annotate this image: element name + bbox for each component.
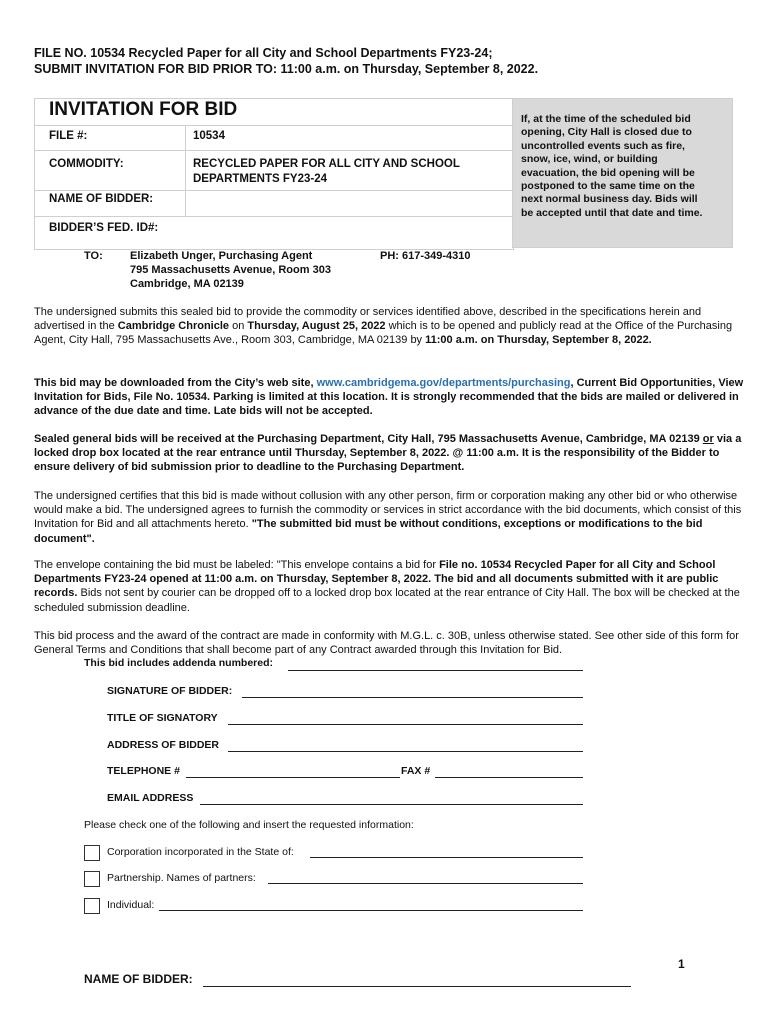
terms-paragraph: This bid process and the award of the contract are made in conformity with M.G.L. c. 30B, unless otherwise stated. See other side of this form for General Terms and Conditions that shall become part of any Contract awarded through this Invitation for Bid. — [34, 630, 739, 657]
envelope-label-paragraph — [34, 558, 744, 615]
header-line-2: SUBMIT INVITATION FOR BID PRIOR TO: 11:00 a.m. on Thursday, September 8, 2022. — [34, 62, 539, 76]
notice-line: evacuation, the bid opening will be — [521, 166, 695, 179]
addenda-input-line[interactable] — [288, 670, 583, 671]
notice-line: next normal business day. Bids will — [521, 193, 698, 206]
download-paragraph — [34, 376, 744, 419]
addenda-label: This bid includes addenda numbered: — [84, 657, 274, 669]
fax-label: FAX # — [401, 765, 431, 777]
text-run: via a locked drop box located at the rear entrance until Thursday, September 8, 2022. @ 11:00 a.m. It is the responsibility of the Bidder to ensure delivery of bid submission prior to deadline to the Purchasing Department. — [34, 433, 742, 474]
partnership-checkbox[interactable] — [84, 871, 100, 887]
notice-line: snow, ice, wind, or building — [521, 153, 658, 166]
text-run: Sealed general bids will be received at the Purchasing Department, City Hall, 795 Massachusetts Avenue, Cambridge, MA 02139 — [34, 433, 703, 445]
individual-input-line[interactable] — [159, 910, 583, 911]
telephone-input-line[interactable] — [186, 777, 400, 778]
invitation-title: INVITATION FOR BID — [49, 99, 238, 120]
recipient-block — [130, 249, 331, 291]
commodity-value-2: DEPARTMENTS FY23-24 — [193, 173, 327, 185]
individual-label: Individual: — [107, 899, 155, 911]
notice-line: be accepted until that date and time. — [521, 206, 703, 219]
row-divider — [35, 190, 513, 191]
bidder-name-label: NAME OF BIDDER: — [49, 193, 154, 205]
column-divider — [185, 125, 186, 216]
partnership-label: Partnership. Names of partners: — [107, 872, 256, 884]
bid-submission-paragraph — [34, 305, 744, 348]
fed-id-label: BIDDER’S FED. ID#: — [49, 222, 159, 234]
header-line-1: FILE NO. 10534 Recycled Paper for all City and School Departments FY23-24; — [34, 46, 493, 60]
signature-input-line[interactable] — [242, 697, 583, 698]
text-run: The undersigned submits this sealed bid to provide the commodity or services identified above, described in the specifications herein and advertised in the — [34, 306, 702, 333]
signature-label: SIGNATURE OF BIDDER: — [107, 685, 233, 697]
recipient-address-1: 795 Massachusetts Avenue, Room 303 — [130, 264, 331, 276]
commodity-value-1: RECYCLED PAPER FOR ALL CITY AND SCHOOL — [193, 158, 460, 170]
notice-line: If, at the time of the scheduled bid — [521, 113, 691, 125]
text-run: which is to be opened and publicly read at the Office of the Purchasing Agent, City Hall, 795 Massachusetts Ave., Room 303, Cambridge, MA 02139 by — [34, 320, 733, 347]
email-label: EMAIL ADDRESS — [107, 792, 194, 804]
recipient-address-2: Cambridge, MA 02139 — [130, 278, 244, 290]
certification-paragraph — [34, 489, 744, 546]
envelope-label-text: File no. 10534 Recycled Paper for all City and School Departments FY23-24 opened at 11:00 a.m. on Thursday, September 8, 2022. The bid and all documents submitted with it are public records. — [34, 559, 719, 600]
title-input-line[interactable] — [228, 724, 583, 725]
recipient-phone: PH: 617-349-4310 — [380, 250, 471, 262]
corporation-label: Corporation incorporated in the State of: — [107, 846, 294, 858]
row-divider — [35, 125, 513, 126]
newspaper-name: Cambridge Chronicle — [117, 320, 230, 333]
partners-input-line[interactable] — [268, 883, 583, 884]
opening-time: 11:00 a.m. on Thursday, September 8, 2022. — [425, 334, 652, 347]
footer-bidder-label: NAME OF BIDDER: — [84, 972, 193, 986]
file-value: 10534 — [193, 130, 225, 142]
row-divider — [35, 216, 513, 217]
address-label: ADDRESS OF BIDDER — [107, 739, 220, 751]
text-run: The envelope containing the bid must be labeled: "This envelope contains a bid for — [34, 559, 440, 571]
commodity-label: COMMODITY: — [49, 158, 124, 170]
notice-line: uncontrolled events such as fire, — [521, 139, 685, 152]
sealed-bids-paragraph — [34, 432, 744, 475]
document-header — [34, 45, 538, 77]
email-input-line[interactable] — [200, 804, 583, 805]
invitation-box — [34, 98, 514, 250]
text-run: on — [229, 320, 248, 333]
closure-notice — [512, 98, 733, 248]
text-run: The undersigned certifies that this bid is made without collusion with any other person, firm or corporation making any other bid or who otherwise would make a bid. The undersigned agrees to furnish the commodity or services in strict accordance with the bid documents, which consist of this Invitation for Bid and all attachments hereto. — [34, 490, 742, 531]
advertised-date: Thursday, August 25, 2022 — [247, 320, 386, 333]
text-run: This bid may be downloaded from the City’s web site, — [34, 377, 317, 389]
row-divider — [35, 150, 513, 151]
text-run: Bids not sent by courier can be dropped off to a locked drop box located at the rear entrance of City Hall. The box will be checked at the scheduled submission deadline. — [34, 587, 740, 614]
individual-checkbox[interactable] — [84, 898, 100, 914]
recipient-name: Elizabeth Unger, Purchasing Agent — [130, 250, 313, 262]
telephone-label: TELEPHONE # — [107, 765, 180, 777]
text-run: , Current Bid Opportunities, View Invitation for Bids, File No. 10534. Parking is limited at this location. It is strongly recommended that the bids are mailed or delivered in advance of the due date and time. Late bids will not be accepted. — [34, 377, 744, 418]
to-label: TO: — [84, 250, 103, 262]
fax-input-line[interactable] — [435, 777, 583, 778]
address-input-line[interactable] — [228, 751, 583, 752]
notice-line: opening, City Hall is closed due to — [521, 126, 692, 139]
entity-type-prompt: Please check one of the following and insert the requested information: — [84, 819, 414, 831]
footer-bidder-line[interactable] — [203, 986, 631, 987]
page-number: 1 — [678, 957, 685, 971]
file-label: FILE #: — [49, 130, 88, 142]
corporation-checkbox[interactable] — [84, 845, 100, 861]
notice-line: postponed to the same time on the — [521, 180, 695, 193]
text-run-underlined: or — [702, 433, 714, 445]
title-of-signatory-label: TITLE OF SIGNATORY — [107, 712, 218, 724]
condition-statement: "The submitted bid must be without conditions, exceptions or modifications to the bid document". — [34, 518, 703, 545]
purchasing-website-link[interactable]: www.cambridgema.gov/departments/purchasing — [316, 377, 571, 389]
corporation-state-line[interactable] — [310, 857, 583, 858]
